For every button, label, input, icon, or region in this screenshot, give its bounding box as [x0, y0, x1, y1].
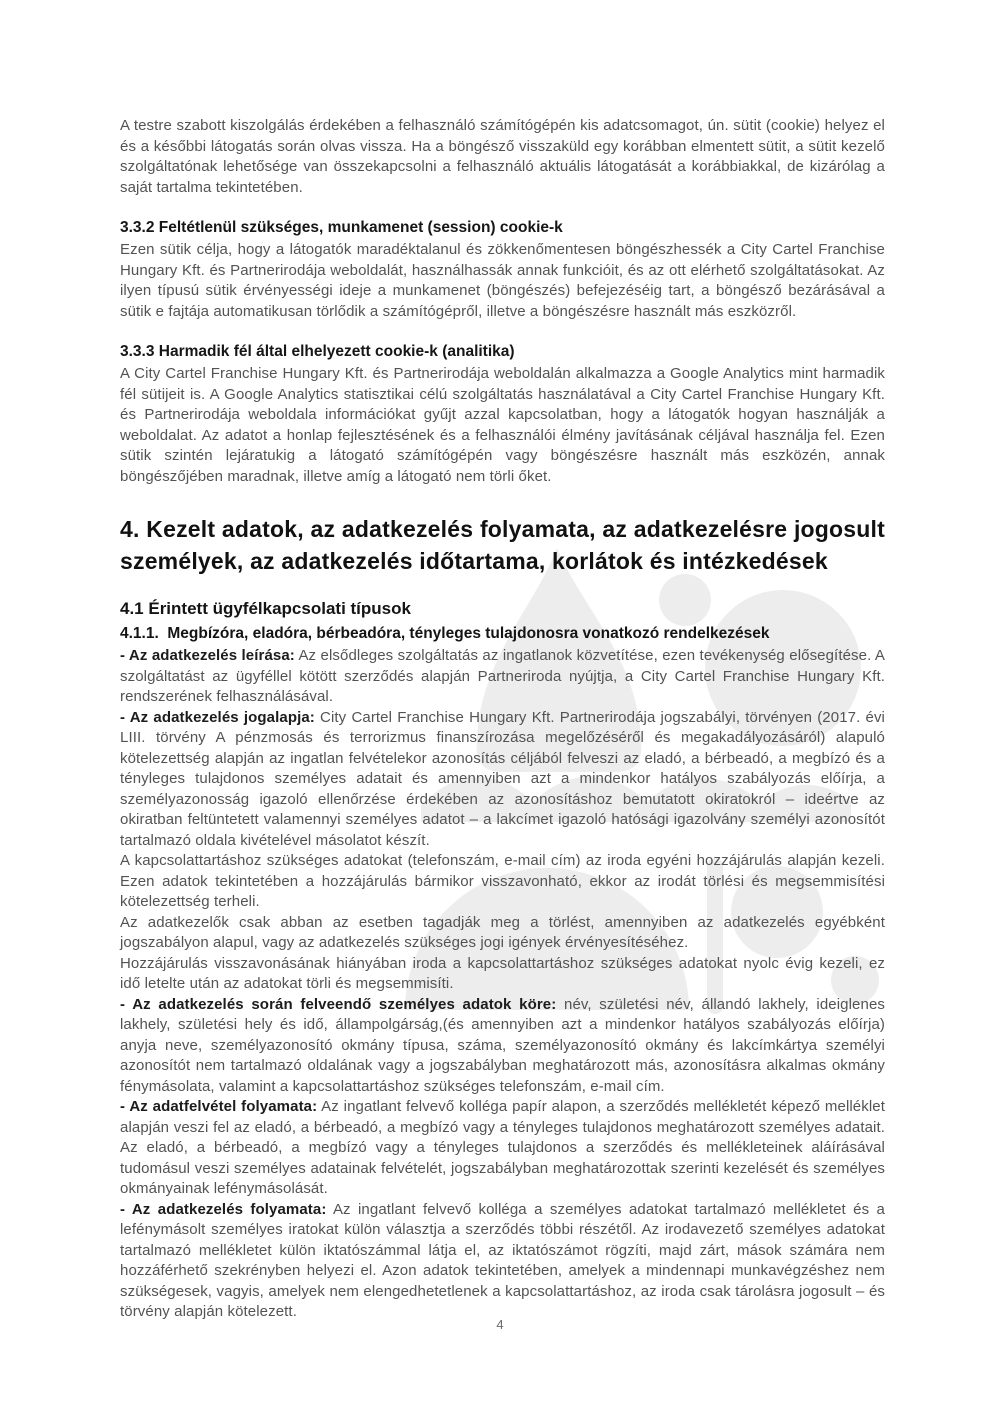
page-number: 4 [496, 1317, 504, 1332]
paragraph-text: Az elsődleges szolgáltatás az ingatlanok közvetítése, ezen tevékenység elősegítése. A szolgáltatást az ügyféllel kötött szerződés alapján Partneriroda nyújtja, a City Cartel Franchise Hungary Kft. rendszerének felhasználásával. [120, 647, 886, 705]
paragraph: A testre szabott kiszolgálás érdekében a felhasználó számítógépén kis adatcsomagot, ún. sütit (cookie) helyez el és a későbbi látogatás során olvas vissza. Ha a böngésző visszaküld egy korábban elmentett sütit, a sütit kezelő szolgáltatónak lehetősége van összekapcsolni a felhasználó aktuális látogatását a korábbiakkal, de kizárólag a saját tartalma tekintetében. [120, 117, 885, 196]
paragraph: Ezen sütik célja, hogy a látogatók maradéktalanul és zökkenőmentesen böngészhessék a City Cartel Franchise Hungary Kft. és Partnerirodája weboldalát, használhassák annak funkcióit, és az ott elérhető szolgáltatásokat. Az ilyen típusú sütik érvényességi ideje a munkamenet (böngészés) befejezéséig tart, a böngésző bezárásával a sütik e fajtája automatikusan törlődik a számítógépről, illetve a böngészésre használt más eszközről. [120, 241, 885, 320]
subsection-heading: 3.3.3 Harmadik fél által elhelyezett cookie-k (analitika) [120, 343, 515, 360]
paragraph: A City Cartel Franchise Hungary Kft. és Partnerirodája weboldalán alkalmazza a Google Analytics mint harmadik fél sütijeit is. A Google Analytics statisztikai célú szolgáltatás használatával a City Cartel Franchise Hungary Kft. és Partnerirodája weboldala információkat gyűjt azzal kapcsolatban, hogy a látogatók hogyan használják a weboldalat. Az adatot a honlap fejlesztésének és a felhasználói élmény javításának céljával használja fel. Ezen sütik szintén lejáratukig a látogató számítógépén vagy böngészésre használt más eszközén, annak böngészőjében maradnak, illetve amíg a látogató nem törli őket. [120, 365, 885, 485]
paragraph: A kapcsolattartáshoz szükséges adatokat (telefonszám, e-mail cím) az iroda egyéni hozzájárulás alapján kezeli. Ezen adatok tekintetében a hozzájárulás bármikor visszavonható, ekkor az irodát törlési és megsemmisítési kötelezettség terheli. [120, 852, 885, 910]
paragraph-text: Az ingatlant felvevő kolléga a személyes adatokat tartalmazó mellékletet és a lefénymásolt személyes iratokat külön választja a szerződés többi részétől. Az irodavezető személyes adatokat tartalmazó mellékletet külön iktatószámmal látja el, az iktatószámot rögzíti, majd zárt, mások számára nem hozzáférhető szekrényben helyezi el. Azon adatok tekintetében, amelyek a mindennapi munkavégzéshez nem szükségesek, vagyis, amelyek nem elengedhetetlenek a kapcsolattartáshoz, az iroda csak tárolásra jogosult – és törvény alapján kötelezett. [120, 1200, 885, 1320]
document-body [120, 116, 885, 1323]
subsection-heading: 3.3.2 Feltétlenül szükséges, munkamenet (session) cookie-k [120, 219, 563, 236]
subsubsection-heading: 4.1.1. Megbízóra, eladóra, bérbeadóra, tényleges tulajdonosra vonatkozó rendelkezések [120, 625, 770, 642]
paragraph-text: név, születési név, állandó lakhely, ideiglenes lakhely, születési hely és idő, állampolgárság,(és amennyiben azt a mindenkor hatályos szabályozás előírja) anyja neve, személyazonosító okmány típusa, száma, személyazonosító okmány és lakcímkártya személyi azonosítót nem tartalmazó oldalának vagy a jogszabályban meghatározott más, azonosításra alkalmas okmány fénymásolata, valamint a kapcsolattartáshoz szükséges telefonszám, e-mail cím. [120, 995, 885, 1095]
paragraph-text: City Cartel Franchise Hungary Kft. Partnerirodája jogszabályi, törvényen (2017. évi LIII. törvény A pénzmosás és terrorizmus finanszírozása megelőzéséről és megakadályozásáról) alapuló kötelezettség alapján az ingatlan felvételekor azonosítás céljából felveszi az eladó, a bérbeadó, a megbízó és a tényleges tulajdonos személyes adatait és amennyiben azt a mindenkor hatályos szabályozás előírja, a személyazonosság igazoló ellenőrzése érdekében az azonosításhoz bemutatott okiratokról – ideértve az okiratban feltüntetett valamennyi személyes adatot – a lakcímet igazoló hatósági igazolvány személyi azonosítót tartalmazó oldala kivételével másolatot készít. [120, 708, 885, 849]
paragraph [120, 1200, 885, 1323]
paragraph-text: Az ingatlant felvevő kolléga papír alapon, a szerződés mellékletét képező melléklet alapján veszi fel az eladó, a bérbeadó, a megbízó vagy a tényleges tulajdonos meghatározott személyes adatait. Az eladó, a bérbeadó, a megbízó vagy a tényleges tulajdonos a szerződés és mellékleteinek aláírásával tudomásul veszi személyes adatainak felvételét, jogszabályban meghatározottak szerinti kezelését és személyes okmányainak lefénymásolását. [120, 1098, 885, 1197]
paragraph-lead-label: - Az adatkezelés során felveendő személyes adatok köre: [120, 995, 557, 1013]
paragraph-lead-label: - Az adatkezelés jogalapja: [120, 708, 315, 726]
paragraph: Az adatkezelők csak abban az esetben tagadják meg a törlést, amennyiben az adatkezelés egyébként jogszabályon alapul, vagy az adatkezelés szükséges jogi igények érvényesítéséhez. [120, 913, 885, 951]
paragraph: Hozzájárulás visszavonásának hiányában iroda a kapcsolattartáshoz szükséges adatokat nyolc évig kezeli, ez idő letelte után az adatokat törli és megsemmisíti. [120, 954, 885, 992]
section-heading: 4.1 Érintett ügyfélkapcsolati típusok [120, 599, 411, 618]
paragraph-lead-label: - Az adatfelvétel folyamata: [120, 1098, 318, 1115]
paragraph-lead-label: - Az adatkezelés leírása: [120, 647, 295, 664]
chapter-heading: 4. Kezelt adatok, az adatkezelés folyamata, az adatkezelésre jogosult személyek, az adatkezelés időtartama, korlátok és intézkedések [120, 516, 885, 574]
paragraph [120, 1097, 885, 1200]
paragraph [120, 646, 885, 708]
paragraph [120, 708, 885, 852]
paragraph-lead-label: - Az adatkezelés folyamata: [120, 1200, 327, 1218]
paragraph [120, 995, 885, 1098]
